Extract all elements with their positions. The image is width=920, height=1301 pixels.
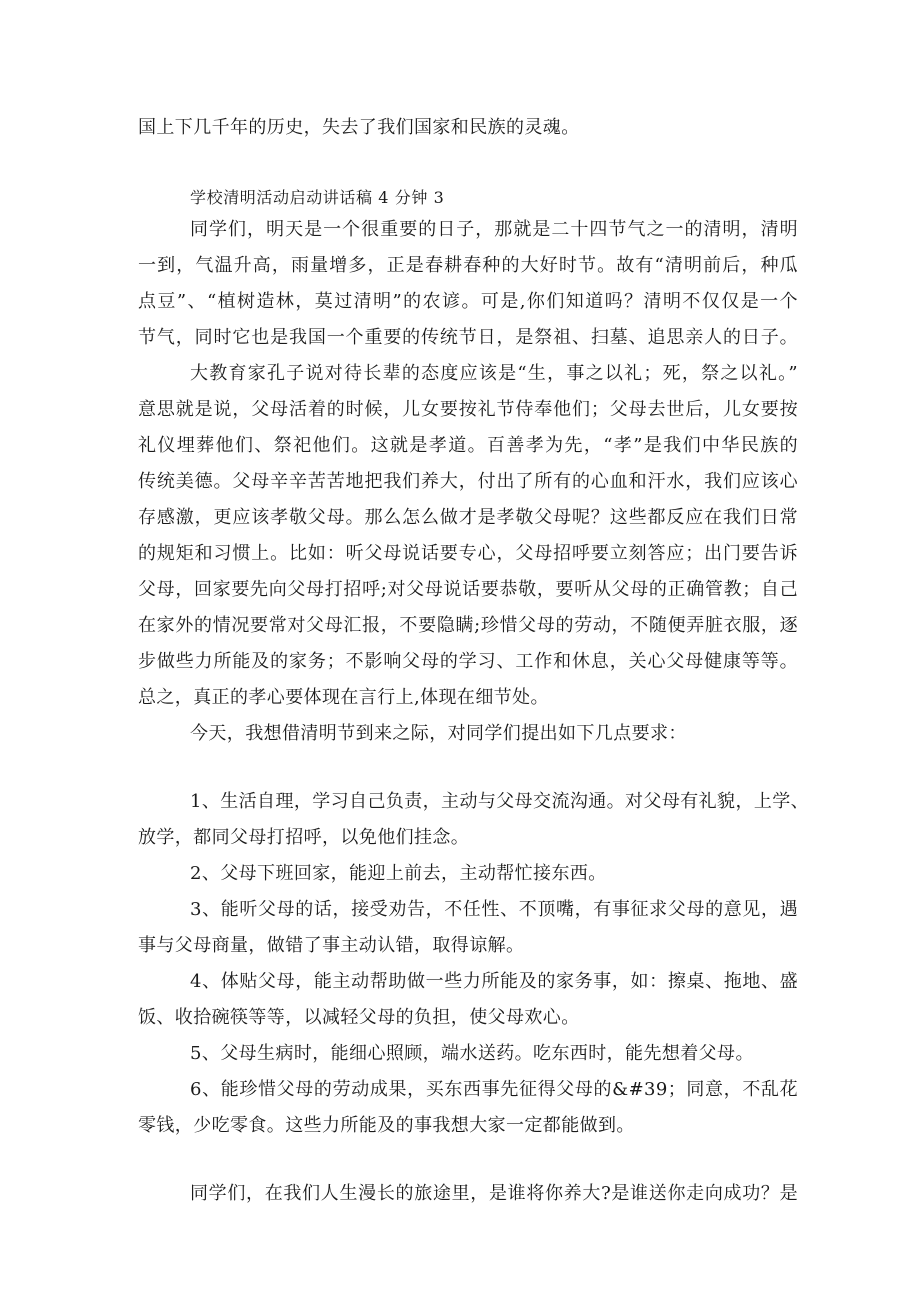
paragraph-line: 点豆”、“植树造林，莫过清明”的农谚。可是,你们知道吗？清明不仅仅是一个 [138, 291, 798, 312]
section-title: 学校清明活动启动讲话稿 4 分钟 3 [190, 188, 445, 207]
requirement-item: 3、能听父母的话，接受劝告，不任性、不顶嘴，有事征求父母的意见，遇 [190, 899, 798, 920]
requirement-item: 6、能珍惜父母的劳动成果，买东西事先征得父母的&#39；同意，不乱花 [190, 1079, 798, 1100]
paragraph-line: 在家外的情况要常对父母汇报，不要隐瞒;珍惜父母的劳动，不随便弄脏衣服，逐 [138, 615, 798, 636]
paragraph-line: 的规矩和习惯上。比如：听父母说话要专心，父母招呼要立刻答应；出门要告诉 [138, 543, 798, 564]
paragraph-line: 大教育家孔子说对待长辈的态度应该是“生，事之以礼；死，祭之以礼。” [190, 363, 798, 384]
paragraph-line: 父母，回家要先向父母打招呼;对父母说话要恭敬，要听从父母的正确管教；自己 [138, 579, 798, 600]
paragraph-line: 同学们，在我们人生漫长的旅途里，是谁将你养大?是谁送你走向成功？是 [190, 1183, 798, 1204]
paragraph-line: 存感激，更应该孝敬父母。那么怎么做才是孝敬父母呢？这些都反应在我们日常 [138, 507, 798, 528]
requirement-item: 放学，都同父母打招呼，以免他们挂念。 [138, 827, 470, 848]
paragraph-line: 同学们，明天是一个很重要的日子，那就是二十四节气之一的清明，清明 [190, 219, 798, 240]
paragraph-line: 礼仪埋葬他们、祭祀他们。这就是孝道。百善孝为先，“孝”是我们中华民族的 [138, 435, 798, 456]
requirement-item: 1、生活自理，学习自己负责，主动与父母交流沟通。对父母有礼貌，上学、 [190, 791, 810, 812]
paragraph-line: 总之，真正的孝心要体现在言行上,体现在细节处。 [138, 687, 549, 708]
paragraph-line: 传统美德。父母辛辛苦苦地把我们养大，付出了所有的心血和汗水，我们应该心 [138, 471, 798, 492]
paragraph-line: 一到，气温升高，雨量增多，正是春耕春种的大好时节。故有“清明前后，种瓜 [138, 255, 798, 276]
paragraph-line: 意思就是说，父母活着的时候，儿女要按礼节侍奉他们；父母去世后，儿女要按 [138, 399, 798, 420]
requirement-item: 4、体贴父母，能主动帮助做一些力所能及的家务事，如：擦桌、拖地、盛 [190, 971, 798, 992]
paragraph-line: 节气，同时它也是我国一个重要的传统节日，是祭祖、扫墓、追思亲人的日子。 [138, 327, 798, 348]
requirement-item: 2、父母下班回家，能迎上前去，主动帮忙接东西。 [190, 863, 607, 884]
requirement-item: 5、父母生病时，能细心照顾，端水送药。吃东西时，能先想着父母。 [190, 1043, 754, 1064]
requirement-item: 饭、收拾碗筷等等，以减轻父母的负担，使父母欢心。 [138, 1007, 580, 1028]
paragraph-line: 步做些力所能及的家务；不影响父母的学习、工作和休息，关心父母健康等等。 [138, 651, 798, 672]
requirement-item: 零钱，少吃零食。这些力所能及的事我想大家一定都能做到。 [138, 1115, 635, 1136]
intro-line: 国上下几千年的历史，失去了我们国家和民族的灵魂。 [138, 117, 580, 138]
requirement-item: 事与父母商量，做错了事主动认错，取得谅解。 [138, 935, 525, 956]
paragraph-line: 今天，我想借清明节到来之际，对同学们提出如下几点要求： [190, 723, 687, 744]
